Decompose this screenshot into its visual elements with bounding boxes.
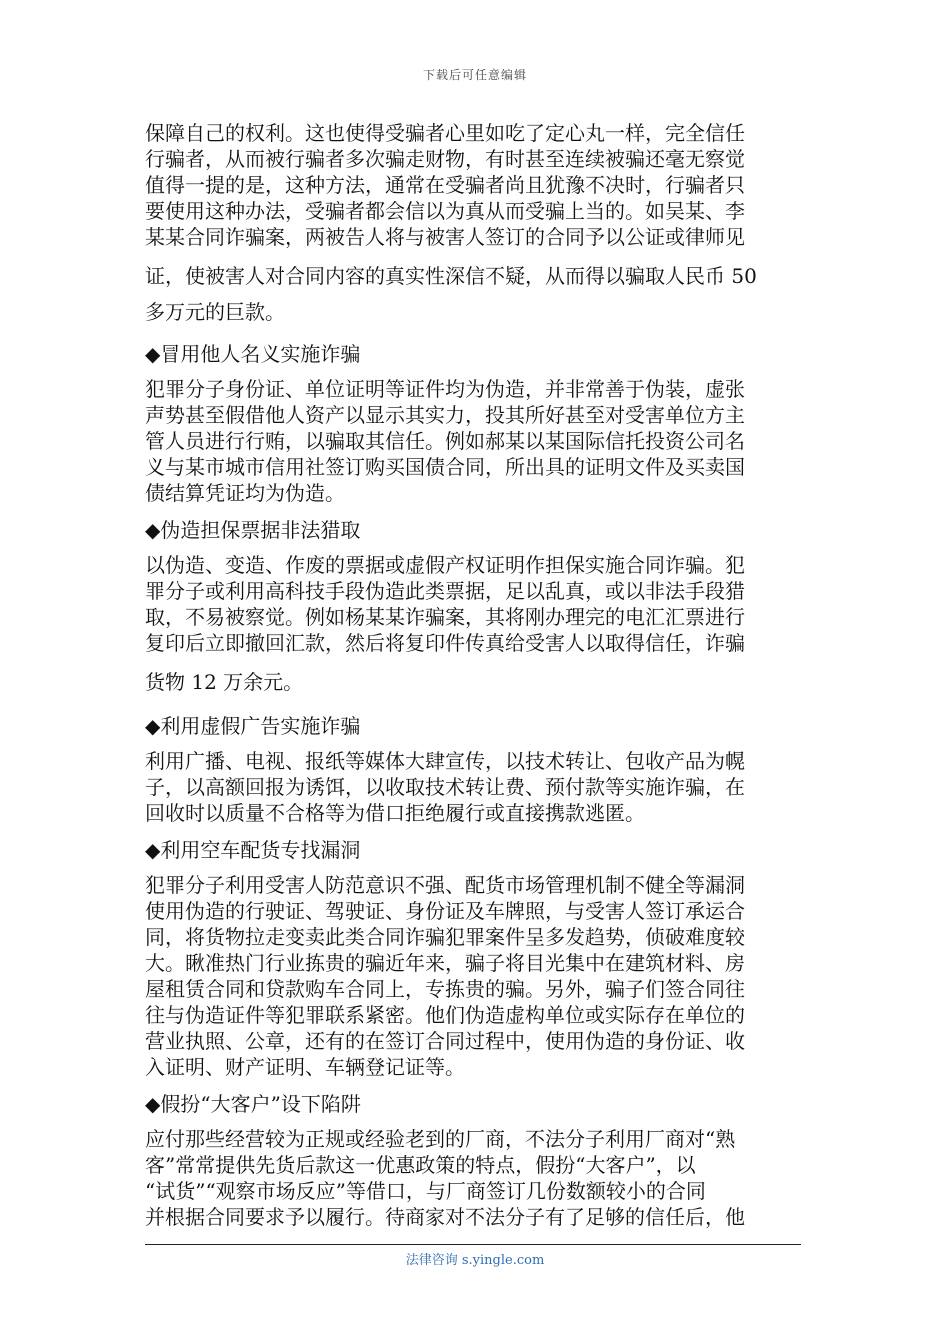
text-line: 多万元的巨款。 — [145, 300, 285, 324]
text-line: 并根据合同要求予以履行。待商家对不法分子有了足够的信任后，他 — [145, 1205, 745, 1229]
section-paragraph-forged-guarantee-continued — [145, 664, 805, 700]
text-line: 犯罪分子身份证、单位证明等证件均为伪造，并非常善于伪装，虚张 — [145, 377, 745, 401]
text-line: 管人员进行行贿，以骗取其信任。例如郝某以某国际信托投资公司名 — [145, 429, 745, 453]
text-line: 值得一提的是，这种方法，通常在受骗者尚且犹豫不决时，行骗者只 — [145, 173, 745, 197]
text-line: 货物 12 万余元。 — [145, 670, 304, 694]
section-paragraph-big-customer — [145, 1126, 805, 1230]
section-paragraph-empty-truck — [145, 872, 805, 1080]
text-line: 取，不易被察觉。例如杨某某诈骗案，其将刚办理完的电汇汇票进行 — [145, 605, 745, 629]
section-heading-impersonation: ◆冒用他人名义实施诈骗 — [145, 342, 361, 366]
text-line: 入证明、财产证明、车辆登记证等。 — [145, 1055, 465, 1079]
intro-paragraph-continued — [145, 258, 805, 330]
text-line: 复印后立即撤回汇款，然后将复印件传真给受害人以取得信任，诈骗 — [145, 631, 745, 655]
text-line: 行骗者，从而被行骗者多次骗走财物，有时甚至连续被骗还毫无察觉 — [145, 147, 745, 171]
text-line: 屋租赁合同和贷款购车合同上，专拣贵的骗。另外，骗子们签合同往 — [145, 977, 745, 1001]
text-line: 同，将货物拉走变卖此类合同诈骗犯罪案件呈多发趋势，侦破难度较 — [145, 925, 745, 949]
text-line: “试货”“观察市场反应”等借口，与厂商签订几份数额较小的合同 — [145, 1179, 706, 1203]
intro-paragraph — [145, 120, 805, 250]
section-paragraph-impersonation — [145, 376, 805, 506]
text-line: 要使用这种办法，受骗者都会信以为真从而受骗上当的。如吴某、李 — [145, 199, 745, 223]
text-line: 应付那些经营较为正规或经验老到的厂商，不法分子利用厂商对“熟 — [145, 1127, 736, 1151]
section-heading-forged-guarantee: ◆伪造担保票据非法猎取 — [145, 518, 361, 542]
section-paragraph-false-advertising — [145, 748, 805, 826]
text-line: 以伪造、变造、作废的票据或虚假产权证明作担保实施合同诈骗。犯 — [145, 553, 745, 577]
text-line: 子，以高额回报为诱饵，以收取技术转让费、预付款等实施诈骗，在 — [145, 775, 745, 799]
text-line: 客”常常提供先货后款这一优惠政策的特点，假扮“大客户”，以 — [145, 1153, 696, 1177]
text-line: 义与某市城市信用社签订购买国债合同，所出具的证明文件及买卖国 — [145, 455, 745, 479]
footer-divider — [145, 1244, 801, 1245]
text-line: 回收时以质量不合格等为借口拒绝履行或直接携款逃匿。 — [145, 801, 645, 825]
text-line: 证，使被害人对合同内容的真实性深信不疑，从而得以骗取人民币 50 — [145, 264, 757, 288]
text-line: 往与伪造证件等犯罪联系紧密。他们伪造虚构单位或实际存在单位的 — [145, 1003, 745, 1027]
text-line: 使用伪造的行驶证、驾驶证、身份证及车牌照，与受害人签订承运合 — [145, 899, 745, 923]
text-line: 犯罪分子利用受害人防范意识不强、配货市场管理机制不健全等漏洞 — [145, 873, 745, 897]
text-line: 罪分子或利用高科技手段伪造此类票据，足以乱真，或以非法手段猎 — [145, 579, 745, 603]
text-line: 大。瞅准热门行业拣贵的骗近年来，骗子将目光集中在建筑材料、房 — [145, 951, 745, 975]
text-line: 营业执照、公章，还有的在签订合同过程中，使用伪造的身份证、收 — [145, 1029, 745, 1053]
page-header: 下载后可任意编辑 — [422, 68, 527, 82]
text-line: 某某合同诈骗案，两被告人将与被害人签订的合同予以公证或律师见 — [145, 225, 745, 249]
footer-link[interactable]: 法律咨询 s.yingle.com — [405, 1253, 545, 1268]
document-body — [145, 120, 805, 1230]
section-paragraph-forged-guarantee — [145, 552, 805, 656]
section-heading-empty-truck: ◆利用空车配货专找漏洞 — [145, 838, 361, 862]
text-line: 声势甚至假借他人资产以显示其实力，投其所好甚至对受害单位方主 — [145, 403, 745, 427]
text-line: 债结算凭证均为伪造。 — [145, 481, 345, 505]
text-line: 利用广播、电视、报纸等媒体大肆宣传，以技术转让、包收产品为幌 — [145, 749, 745, 773]
section-heading-false-advertising: ◆利用虚假广告实施诈骗 — [145, 714, 361, 738]
section-heading-big-customer: ◆假扮“大客户”设下陷阱 — [145, 1092, 361, 1116]
text-line: 保障自己的权利。这也使得受骗者心里如吃了定心丸一样，完全信任 — [145, 121, 745, 145]
